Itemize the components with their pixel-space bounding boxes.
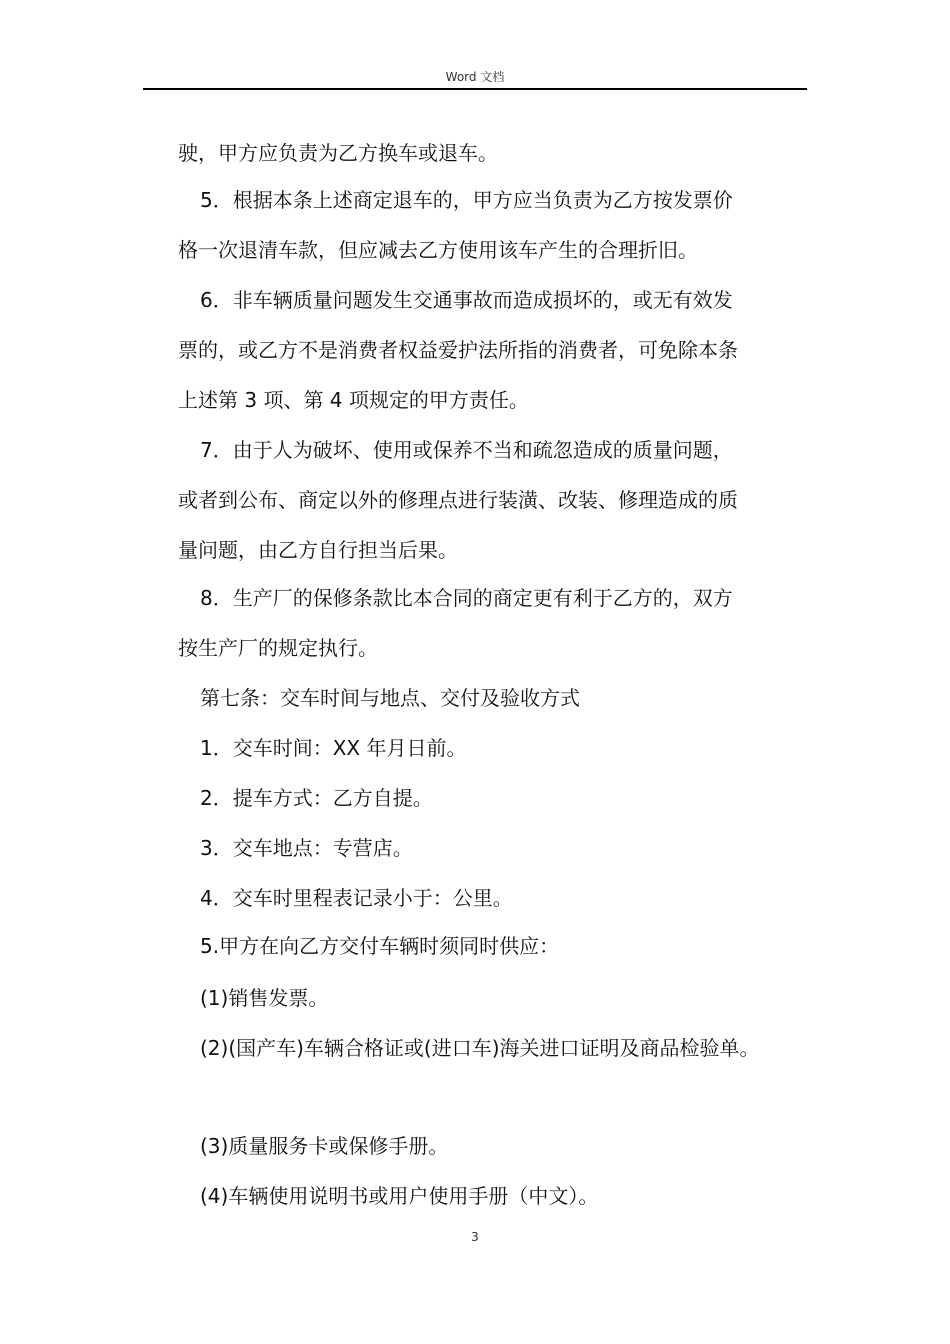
paragraph-line: 驶，甲方应负责为乙方换车或退车。 bbox=[178, 141, 498, 165]
list-item: 3．交车地点：专营店。 bbox=[200, 836, 413, 860]
header-divider bbox=[143, 88, 807, 90]
paragraph-line: 格一次退清车款，但应减去乙方使用该车产生的合理折旧。 bbox=[178, 238, 698, 262]
list-item: 2．提车方式：乙方自提。 bbox=[200, 786, 433, 810]
list-item: 1．交车时间：XX 年月日前。 bbox=[200, 736, 467, 760]
paragraph-line: 或者到公布、商定以外的修理点进行装潢、改装、修理造成的质 bbox=[178, 488, 738, 512]
section-heading: 第七条：交车时间与地点、交付及验收方式 bbox=[200, 686, 580, 710]
paragraph-line: 8．生产厂的保修条款比本合同的商定更有利于乙方的，双方 bbox=[200, 586, 733, 610]
paragraph-line: 量问题，由乙方自行担当后果。 bbox=[178, 538, 458, 562]
page-header: Word 文档 bbox=[445, 70, 505, 84]
list-item: (3)质量服务卡或保修手册。 bbox=[200, 1134, 449, 1158]
list-item: (4)车辆使用说明书或用户使用手册（中文）。 bbox=[200, 1184, 599, 1208]
paragraph-line: 7．由于人为破坏、使用或保养不当和疏忽造成的质量问题， bbox=[200, 438, 733, 462]
paragraph-line: 按生产厂的规定执行。 bbox=[178, 636, 378, 660]
list-item: (2)(国产车)车辆合格证或(进口车)海关进口证明及商品检验单。 bbox=[200, 1036, 760, 1060]
page-number: 3 bbox=[471, 1230, 479, 1244]
list-item: (1)销售发票。 bbox=[200, 986, 329, 1010]
list-item: 4．交车时里程表记录小于：公里。 bbox=[200, 886, 513, 910]
paragraph-line: 票的，或乙方不是消费者权益爱护法所指的消费者，可免除本条 bbox=[178, 338, 738, 362]
paragraph-line: 6．非车辆质量问题发生交通事故而造成损坏的，或无有效发 bbox=[200, 288, 733, 312]
paragraph-line: 5．根据本条上述商定退车的，甲方应当负责为乙方按发票价 bbox=[200, 188, 733, 212]
list-item: 5.甲方在向乙方交付车辆时须同时供应： bbox=[200, 934, 560, 958]
paragraph-line: 上述第 3 项、第 4 项规定的甲方责任。 bbox=[178, 388, 529, 412]
